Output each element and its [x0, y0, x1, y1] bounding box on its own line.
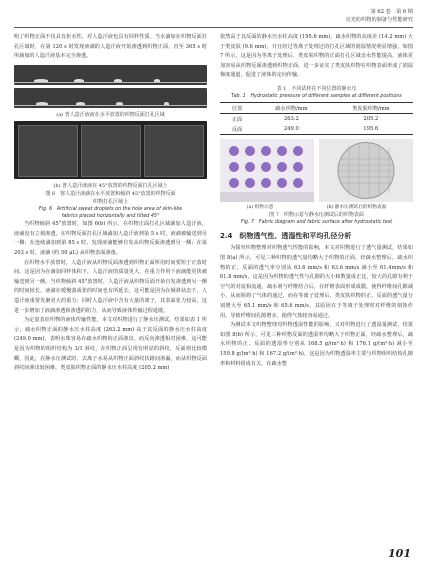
- left-paragraph-1: 明了织物正面不仅具有拒水性，对人造汗液也具有同样性质。当水滴加在织物反面打孔区域时，在第 120 s 时发现液滴的人造汗液开始渗透到织物正面，直至 365 s 时所滴加的人造汗液基本完全渗透。: [14, 34, 207, 60]
- right-paragraph-3: 为测试本文织物整理对织物透湿性能的影响，又对织物进行了透湿量测试，结果如图 8(b) 所示，可见三种织物反面的透湿率均略大于织物正面，经疏水整理后，疏水织物的正、反面的透湿率分别从 168.5 g/(m²·h) 和 176.1 g/(m²·h) 减小至 159.8 g/(m²·h) 和 167.2 g/(m²·h)，这是因为织物透湿率主要与织物组织结构孔隙率和材料组成有关，在疏水整: [220, 322, 413, 367]
- table-cell: 反面: [231, 126, 243, 133]
- figure-7-caption-cn: 图 7 织物示意与静水压测试后的织物表面: [269, 212, 364, 219]
- journal-volume: 第 62 卷 第 6 期: [370, 9, 413, 15]
- table-row: [220, 114, 413, 125]
- table-header: 位置: [231, 105, 243, 112]
- table-row: [220, 124, 413, 135]
- right-paragraph-2: 为探究织物整理对织物透气性能的影响，本文对织物进行了透气量测试，结果如图 8(a) 所示，可见三种织物的透气量均略大于织物的正面，经疏水整理后，疏水织物的正、反面的透气率分别从 63.6 mm/s 和 63.6 mm/s 减小至 61.4mm/s 和 61.8 mm/s，这是因为织物的透气性与孔隙的大小和数量成正比，较大的孔隙有利于空气的对流和流通，疏水剂与纤维结合后，在纤维表面形成成膜，使得纤维间孔隙减小，从而阻碍了气体的通过，而在等离子处理后，类皮肤织物的正、反面的透气量分别增大至 65.1 mm/s 和 65.6 mm/s，其原因在于等离子处理时对纤维的刻蚀作用，导致纤维间孔隙增多，使得气体较容易通过。: [220, 245, 413, 319]
- left-paragraph-4: 为定量表征织物的液体传输性能，本文对织物进行了静水压测试，结果如表 1 所示，疏水织物正面的静水压水柱高度 (263.2 mm) 高于其反面的静水压水柱高度 (249.0 mm)，表明水珠容易在疏水织物的正面渗出，而反向渗透相对困难，这可能是因为织物的组织结构为 3/1 斜纹，在织物正面呈现有明显的斜纹，反面则比较模糊，因此，在静水压测试时，去离子水易从织物正面斜纹状路间渗漏，而从织物反面斜纹间渗出较困难，类皮肤织物正面的静水压水柱高度 (205.2 mm): [14, 317, 207, 372]
- droplet-photo-1: [14, 65, 207, 85]
- article-short-title: 亮光纺织物的制备与性能研究: [345, 17, 413, 23]
- figure-7b-caption: (b) 静水压测试后的织物表面: [326, 205, 387, 211]
- table-header: 类皮肤织物/mm: [352, 105, 390, 112]
- hydrostatic-table: [220, 102, 413, 135]
- fabric-surface-photo: [319, 139, 413, 202]
- figure-6-caption-en-1: Fig. 6 Artificial sweat droplets on the hole area of skin-like: [38, 206, 183, 212]
- table-cell: 正面: [231, 116, 243, 123]
- table-cell: 205.2: [363, 116, 379, 123]
- table-cell: 263.2: [283, 116, 299, 123]
- page-number: 101: [388, 547, 411, 560]
- figure-6-caption-en-2: fabrics placed horizontally and tilted 45°: [61, 213, 160, 219]
- table-1-title-cn: 表 1 不同试样在不同位置的静水压: [276, 85, 357, 92]
- right-column: [220, 33, 413, 369]
- running-header: [346, 8, 413, 24]
- figure-6: [14, 65, 207, 220]
- table-header: 疏水织物/mm: [275, 105, 308, 112]
- header-rule: [14, 27, 413, 28]
- fabric-diagram-image: [220, 139, 314, 202]
- figure-7a-caption: (a) 织物示意: [246, 205, 274, 211]
- table-cell: 249.0: [283, 126, 299, 133]
- figure-6-caption-cn-2: 织物打孔区域上: [92, 198, 128, 205]
- figure-6-caption-cn-1: 图 6 将人造汗液滴在水平放置和倾斜 45°放置的织物反面: [45, 190, 176, 197]
- table-1-title-en: Tab. 1 Hydrostatic pressure of different samples at different positions: [231, 93, 402, 99]
- left-column: [14, 33, 207, 374]
- droplet-photo-2: [14, 88, 207, 108]
- figure-6b-caption: (b) 普人造汗液液在 45°放置的织物反面打孔区域上: [53, 182, 168, 189]
- left-paragraph-3: 在织物水平放置时，人造汗液从织物反面渗透到织物正面所用时间要短于正放时间。这是因为在滴加同样体积下，人造汗液的质量更大，在重力作用下液滴能更快被输送到另一侧。当织物倾斜 45°放置时，人造汗液从织物反面开始自发渗透到另一侧的时间较长，液滴在缓慢落成张的时间也有所延长，这可能是因为在倾斜状态下，人造汗液重要发聚更大的重力；同时人造汗液中含有大量的离子，其表面张力较高，这进一步增加了液滴渗透和渗透的阻力，从而导致液体传输过程延缓。: [14, 259, 207, 314]
- tilted-fabric-photo: [14, 121, 207, 179]
- figure-6a-caption: (a) 普人造汗液液在水平放置的织物反面打孔区域: [56, 111, 165, 118]
- table-cell: 195.6: [363, 126, 379, 133]
- figure-7: [220, 139, 413, 202]
- left-paragraph-2: 当织物倾斜 45°放置时，如图 6(b) 所示，在织物正面打孔区域滴加人造汗液，液滴没有立刻渗透，在织物反面打孔区域滴加人造汗液到第 5 s 时，液滴被输送到另一侧；在连续滴加到第 85 s 时，发现液滴能够自发从织物反面渗透到另一侧；在第 203 s 时，液滴 (约 50 μL) 从织物表面渗落。: [14, 221, 207, 256]
- right-paragraph-1: 依然高于其反面的静水压水柱高度 (195.6 mm)，疏水织物的高度差 (14.2 mm) 大于类皮肤 (9.6 mm)，并且经过等离子处理过的打孔区域的润湿情况明显增强，如图 7 所示。这是因为等离子处理后，类皮肤织物的正面打孔区域亲水性能提高，液体更加容易从织物反面渗透到织物正面，进一步证实了类皮肤织物在织物表面形成了润湿梯度通道，促进了液体的定向传输。: [220, 34, 413, 79]
- figure-7-subcaptions: [220, 204, 413, 211]
- figure-7-caption-en: Fig. 7 Fabric diagram and fabric surface after hydrostatic test: [240, 220, 393, 226]
- section-heading: 2.4 织物透气性、透湿性和平均孔径分析: [220, 232, 352, 241]
